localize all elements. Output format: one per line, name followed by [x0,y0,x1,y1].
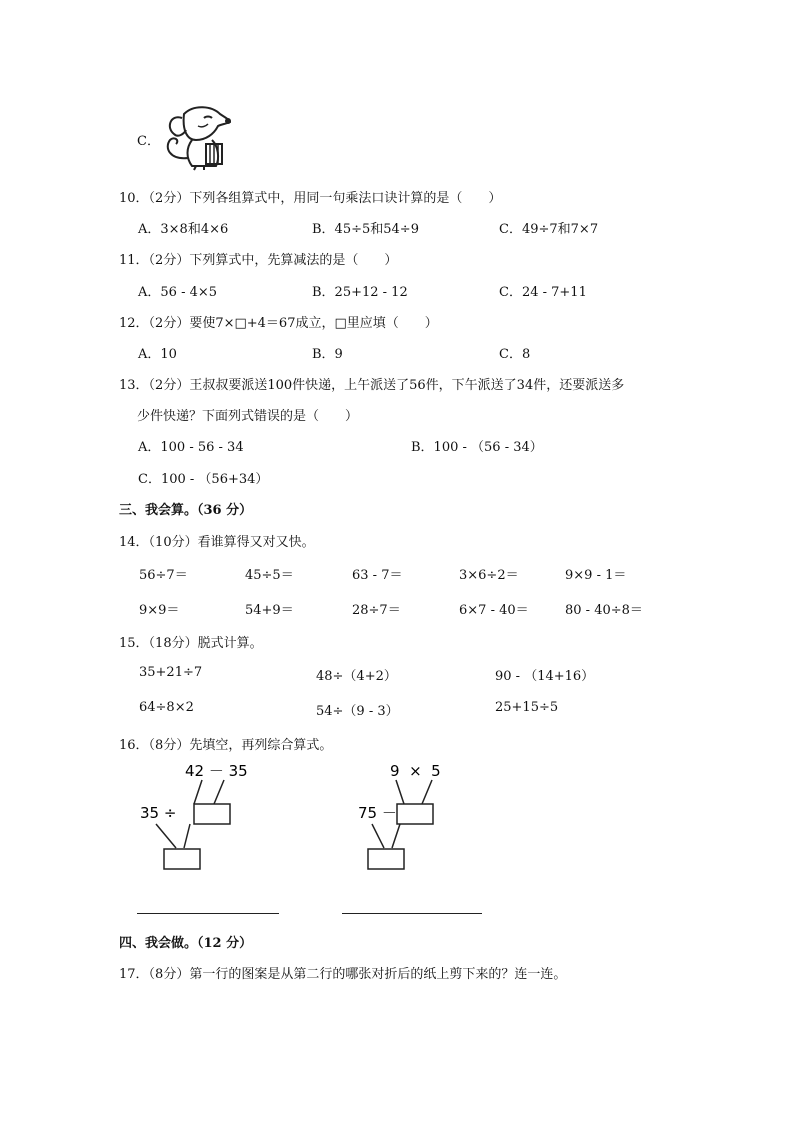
q15-row2-item2: 54÷（9 - 3） [316,704,399,719]
q14-row2-item5: 80 - 40÷8＝ [565,603,643,618]
q14-row1-item2: 45÷5＝ [245,568,294,583]
q9-option-c-label: C． [137,134,160,149]
q12-stem: 12．（2分）要使7×□+4＝67成立，□里应填（ ） [119,316,438,331]
q11-option-c: C．24 - 7+11 [499,285,587,300]
diagram1-answer-box-upper[interactable] [194,804,230,824]
q10-stem: 10．（2分）下列各组算式中，用同一句乘法口诀计算的是（ ） [119,191,502,206]
q10-option-a: A．3×8和4×6 [138,222,229,237]
q16-stem: 16．（8分）先填空，再列综合算式。 [119,738,333,753]
q17-stem: 17．（8分）第一行的图案是从第二行的哪张对折后的纸上剪下来的？连一连。 [119,967,567,982]
q13-stem-line1: 13．（2分）王叔叔要派送100件快递，上午派送了56件，下午派送了34件，还要派送多 [119,378,625,393]
q12-option-a: A．10 [138,347,177,362]
q10-option-b: B．45÷5和54÷9 [312,222,419,237]
q10-option-c: C．49÷7和7×7 [499,222,599,237]
q15-row1-item3: 90 - （14+16） [495,669,595,684]
q14-stem: 14．（10分）看谁算得又对又快。 [119,535,315,550]
section-4-heading: 四、我会做。（12 分） [119,936,253,951]
q13-option-a: A．100 - 56 - 34 [138,440,244,455]
q11-option-b: B．25+12 - 12 [312,285,408,300]
q14-row1-item1: 56÷7＝ [139,568,188,583]
mouse-picture [160,100,234,172]
q13-stem-line2: 少件快递？下面列式错误的是（ ） [137,409,359,424]
q11-option-a: A．56 - 4×5 [138,285,218,300]
q12-option-b: B．9 [312,347,343,362]
diagram2-left-expression: 75 － [358,804,397,822]
diagram1-top-expression: 42 － 35 [185,762,248,780]
q14-row2-item3: 28÷7＝ [352,603,401,618]
q15-row1-item2: 48÷（4+2） [316,669,397,684]
diagram2-answer-box-lower[interactable] [368,849,404,869]
diagram1-left-expression: 35 ÷ [140,804,177,822]
q15-row2-item3: 25+15÷5 [495,700,559,715]
q16-diagram-2 [342,758,482,898]
diagram2-top-expression: 9 × 5 [390,762,441,780]
q14-row1-item4: 3×6÷2＝ [459,568,519,583]
q15-stem: 15．（18分）脱式计算。 [119,636,263,651]
q14-row1-item5: 9×9 - 1＝ [565,568,627,583]
q14-row1-item3: 63 - 7＝ [352,568,403,583]
section-3-heading: 三、我会算。（36 分） [119,503,253,518]
q11-stem: 11．（2分）下列算式中，先算减法的是（ ） [119,253,398,268]
q16-answer-line-2[interactable] [342,913,482,914]
q14-row2-item4: 6×7 - 40＝ [459,603,529,618]
q13-option-c: C．100 - （56+34） [138,472,269,487]
q15-row2-item1: 64÷8×2 [139,700,194,715]
diagram2-answer-box-upper[interactable] [397,804,433,824]
diagram1-answer-box-lower[interactable] [164,849,200,869]
q16-answer-line-1[interactable] [137,913,279,914]
q14-row2-item1: 9×9＝ [139,603,180,618]
q15-row1-item1: 35+21÷7 [139,665,203,680]
q13-option-b: B．100 - （56 - 34） [411,440,543,455]
q16-diagram-1 [138,758,278,898]
q12-option-c: C．8 [499,347,531,362]
q14-row2-item2: 54+9＝ [245,603,294,618]
